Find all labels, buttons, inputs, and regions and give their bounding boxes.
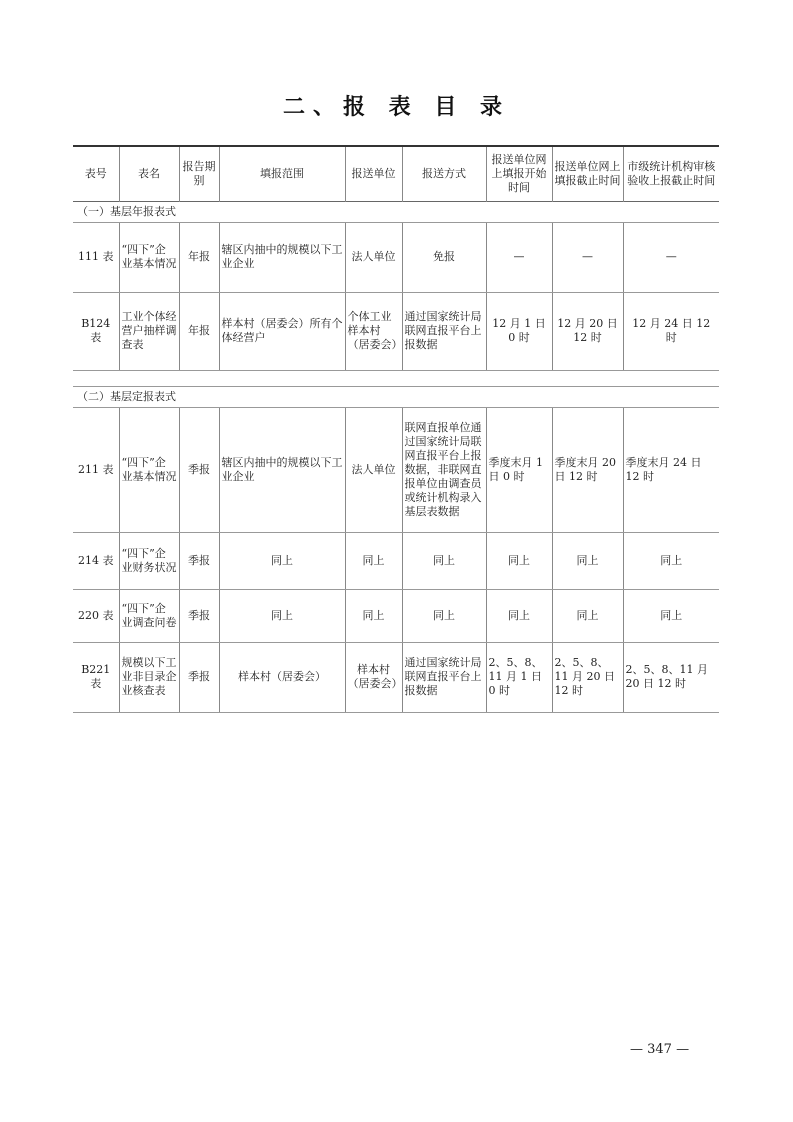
col-header-period: 报告期别 <box>179 146 219 201</box>
cell-name: 规模以下工业非目录企业核查表 <box>119 642 179 712</box>
section-row <box>73 386 719 407</box>
cell-code: B124 表 <box>73 292 119 370</box>
col-header-deadline: 报送单位网上填报截止时间 <box>552 146 623 201</box>
spacer-cell <box>73 370 719 386</box>
cell-deadline: 12 月 20 日 12 时 <box>552 292 623 370</box>
section-row <box>73 201 719 222</box>
cell-unit: 个体工业样本村（居委会） <box>345 292 402 370</box>
cell-city-deadline: 2、5、8、11 月 20 日 12 时 <box>623 642 719 712</box>
cell-deadline: 同上 <box>552 589 623 642</box>
col-header-name: 表名 <box>119 146 179 201</box>
cell-city-deadline: 同上 <box>623 589 719 642</box>
cell-deadline: 2、5、8、11 月 20 日 12 时 <box>552 642 623 712</box>
col-header-city-deadline: 市级统计机构审核验收上报截止时间 <box>623 146 719 201</box>
cell-method: 同上 <box>402 532 486 589</box>
cell-scope: 辖区内抽中的规模以下工业企业 <box>219 407 345 532</box>
table-row <box>73 642 719 712</box>
cell-name: “四下”企业基本情况 <box>119 222 179 292</box>
table-header-row <box>73 146 719 201</box>
cell-scope: 辖区内抽中的规模以下工业企业 <box>219 222 345 292</box>
col-header-scope: 填报范围 <box>219 146 345 201</box>
cell-code: 214 表 <box>73 532 119 589</box>
cell-scope: 样本村（居委会）所有个体经营户 <box>219 292 345 370</box>
cell-deadline: 同上 <box>552 532 623 589</box>
cell-method: 通过国家统计局联网直报平台上报数据 <box>402 292 486 370</box>
cell-unit: 法人单位 <box>345 222 402 292</box>
table-row <box>73 222 719 292</box>
cell-name: “四下”企业调查问卷 <box>119 589 179 642</box>
cell-start: 季度末月 1 日 0 时 <box>486 407 552 532</box>
cell-start: 2、5、8、11 月 1 日 0 时 <box>486 642 552 712</box>
cell-city-deadline: — <box>623 222 719 292</box>
cell-method: 通过国家统计局联网直报平台上报数据 <box>402 642 486 712</box>
cell-code: 220 表 <box>73 589 119 642</box>
cell-city-deadline: 12 月 24 日 12 时 <box>623 292 719 370</box>
cell-method: 免报 <box>402 222 486 292</box>
col-header-method: 报送方式 <box>402 146 486 201</box>
spacer-row <box>73 370 719 386</box>
cell-period: 季报 <box>179 642 219 712</box>
cell-code: 111 表 <box>73 222 119 292</box>
cell-method: 联网直报单位通过国家统计局联网直报平台上报数据，非联网直报单位由调查员或统计机构录入基层表数据 <box>402 407 486 532</box>
page-number: — 347 — <box>630 1042 690 1057</box>
cell-city-deadline: 季度末月 24 日 12 时 <box>623 407 719 532</box>
cell-start: 同上 <box>486 589 552 642</box>
cell-unit: 同上 <box>345 589 402 642</box>
col-header-start-time: 报送单位网上填报开始时间 <box>486 146 552 201</box>
cell-period: 年报 <box>179 222 219 292</box>
section-label: （一）基层年报表式 <box>73 201 719 222</box>
cell-period: 季报 <box>179 407 219 532</box>
cell-name: 工业个体经营户抽样调查表 <box>119 292 179 370</box>
cell-start: — <box>486 222 552 292</box>
cell-period: 季报 <box>179 532 219 589</box>
cell-unit: 同上 <box>345 532 402 589</box>
col-header-reporting-unit: 报送单位 <box>345 146 402 201</box>
table-row <box>73 292 719 370</box>
report-catalog-table <box>73 145 719 713</box>
cell-start: 同上 <box>486 532 552 589</box>
cell-scope: 同上 <box>219 532 345 589</box>
cell-name: “四下”企业基本情况 <box>119 407 179 532</box>
cell-city-deadline: 同上 <box>623 532 719 589</box>
cell-start: 12 月 1 日 0 时 <box>486 292 552 370</box>
page-title: 二、报 表 目 录 <box>283 95 510 120</box>
table-row <box>73 589 719 642</box>
cell-code: B221 表 <box>73 642 119 712</box>
cell-deadline: 季度末月 20 日 12 时 <box>552 407 623 532</box>
cell-deadline: — <box>552 222 623 292</box>
cell-scope: 样本村（居委会） <box>219 642 345 712</box>
cell-name: “四下”企业财务状况 <box>119 532 179 589</box>
cell-unit: 样本村（居委会） <box>345 642 402 712</box>
cell-period: 季报 <box>179 589 219 642</box>
cell-period: 年报 <box>179 292 219 370</box>
cell-method: 同上 <box>402 589 486 642</box>
table-row <box>73 407 719 532</box>
cell-code: 211 表 <box>73 407 119 532</box>
cell-unit: 法人单位 <box>345 407 402 532</box>
table-row <box>73 532 719 589</box>
section-label: （二）基层定报表式 <box>73 386 719 407</box>
cell-scope: 同上 <box>219 589 345 642</box>
col-header-code: 表号 <box>84 166 107 180</box>
